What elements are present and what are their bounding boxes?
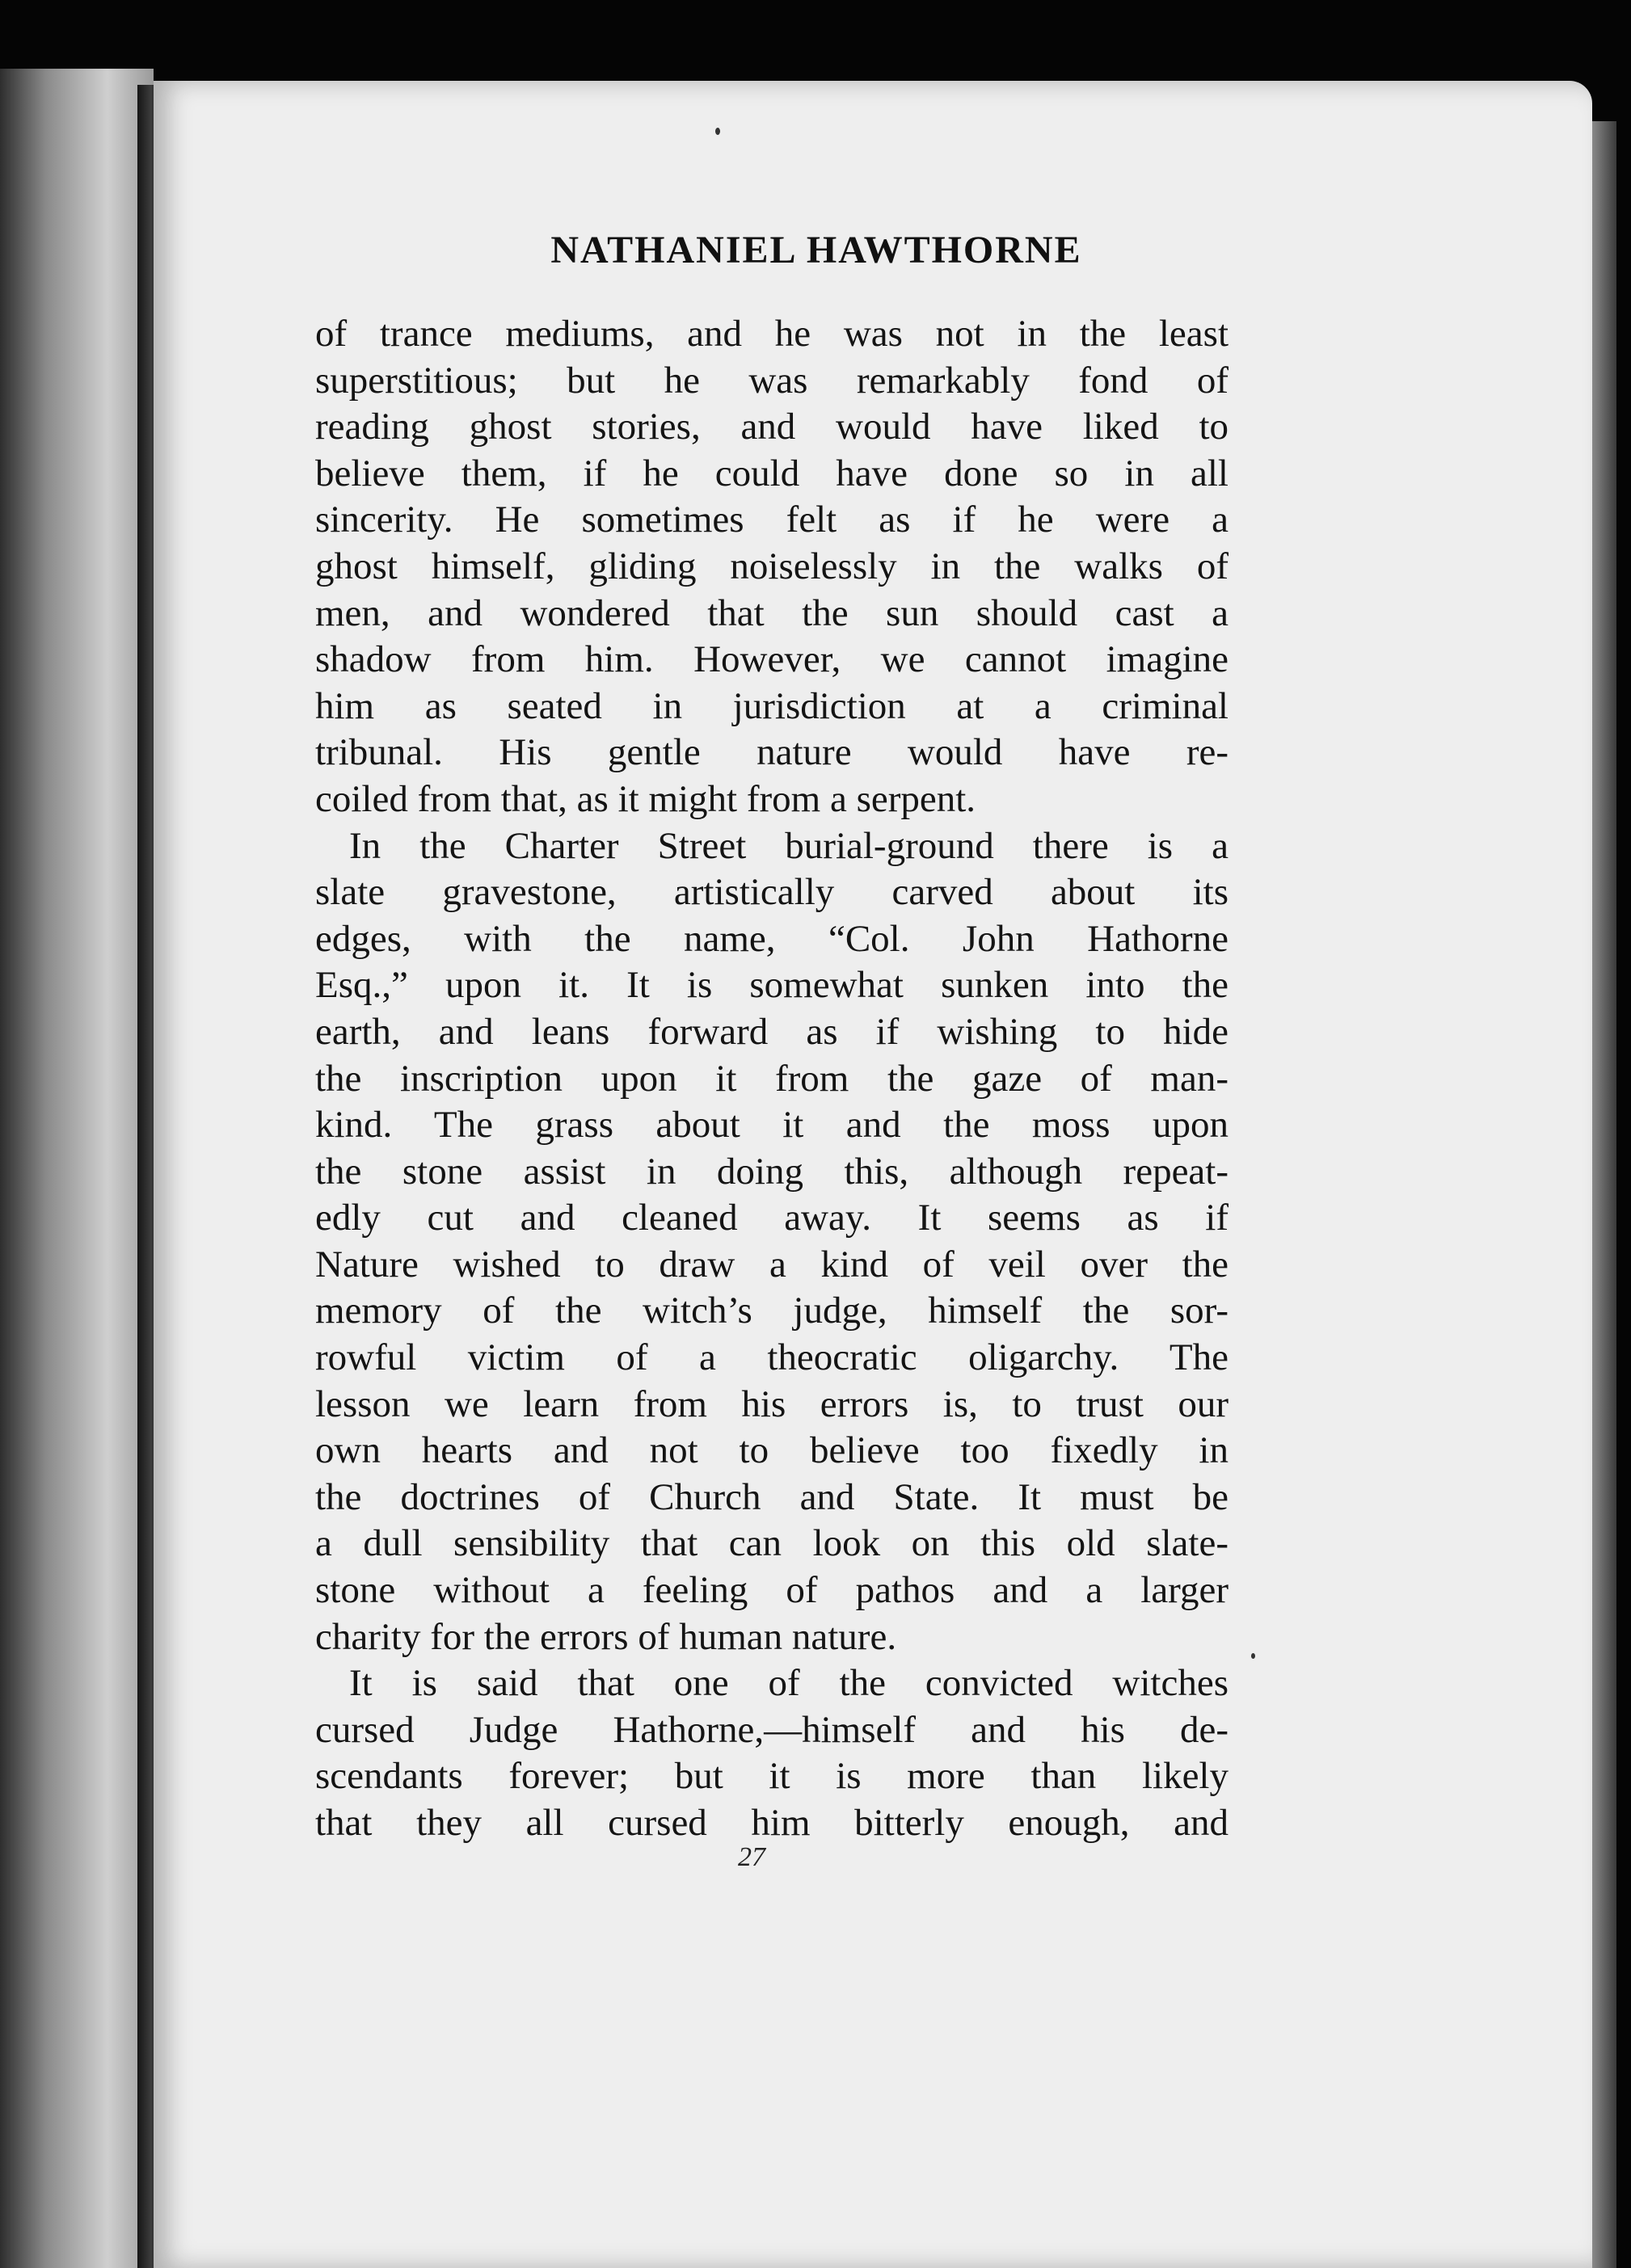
text-line: cursed Judge Hathorne,—himself and his de- bbox=[315, 1708, 1229, 1751]
page-number: 27 bbox=[738, 1842, 765, 1872]
text-line: tribunal. His gentle nature would have re- bbox=[315, 731, 1229, 774]
text-line: edly cut and cleaned away. It seems as if bbox=[315, 1197, 1229, 1239]
text-line: the inscription upon it from the gaze of man- bbox=[315, 1057, 1229, 1100]
text-line: Nature wished to draw a kind of veil over the bbox=[315, 1243, 1229, 1285]
scan-speck bbox=[1251, 1653, 1255, 1659]
text-line: men, and wondered that the sun should cast a bbox=[315, 591, 1229, 634]
text-line: memory of the witch’s judge, himself the sor- bbox=[315, 1290, 1229, 1332]
text-line: the stone assist in doing this, although repeat- bbox=[315, 1150, 1229, 1193]
text-line: that they all cursed him bitterly enough, and bbox=[315, 1802, 1229, 1844]
text-line: earth, and leans forward as if wishing to hide bbox=[315, 1010, 1229, 1053]
text-line: stone without a feeling of pathos and a larger bbox=[315, 1569, 1229, 1612]
text-line: In the Charter Street burial-ground there is a bbox=[349, 824, 1229, 867]
text-line: own hearts and not to believe too fixedly in bbox=[315, 1429, 1229, 1472]
text-line: sincerity. He sometimes felt as if he were a bbox=[315, 499, 1229, 541]
running-head: NATHANIEL HAWTHORNE bbox=[550, 229, 1082, 271]
text-line: superstitious; but he was remarkably fond of bbox=[315, 359, 1229, 402]
text-line: reading ghost stories, and would have liked to bbox=[315, 406, 1229, 448]
text-line: rowful victim of a theocratic oligarchy. The bbox=[315, 1336, 1229, 1379]
text-line: believe them, if he could have done so in all bbox=[315, 452, 1229, 494]
facing-page-edge bbox=[0, 69, 154, 2268]
scan-speck bbox=[715, 128, 720, 135]
text-line: slate gravestone, artistically carved about its bbox=[315, 871, 1229, 914]
text-line: edges, with the name, “Col. John Hathorne bbox=[315, 917, 1229, 960]
text-line: lesson we learn from his errors is, to trust our bbox=[315, 1382, 1229, 1425]
paragraph bbox=[315, 311, 1229, 823]
text-line: the doctrines of Church and State. It must be bbox=[315, 1475, 1229, 1518]
text-line: charity for the errors of human nature. bbox=[315, 1615, 897, 1658]
text-line: It is said that one of the convicted witches bbox=[349, 1662, 1229, 1705]
paragraph bbox=[315, 823, 1229, 1661]
paragraph bbox=[315, 1660, 1229, 1846]
text-line: coiled from that, as it might from a serpent. bbox=[315, 777, 976, 820]
text-line: scendants forever; but it is more than likely bbox=[315, 1755, 1229, 1798]
text-line: Esq.,” upon it. It is somewhat sunken into the bbox=[315, 964, 1229, 1007]
text-line: a dull sensibility that can look on this old slate- bbox=[315, 1522, 1229, 1565]
text-line: ghost himself, gliding noiselessly in the walks of bbox=[315, 545, 1229, 587]
text-line: him as seated in jurisdiction at a criminal bbox=[315, 684, 1229, 727]
text-line: kind. The grass about it and the moss upon bbox=[315, 1104, 1229, 1147]
text-line: of trance mediums, and he was not in the least bbox=[315, 313, 1229, 355]
text-line: shadow from him. However, we cannot imagine bbox=[315, 638, 1229, 681]
body-text bbox=[315, 311, 1229, 1847]
